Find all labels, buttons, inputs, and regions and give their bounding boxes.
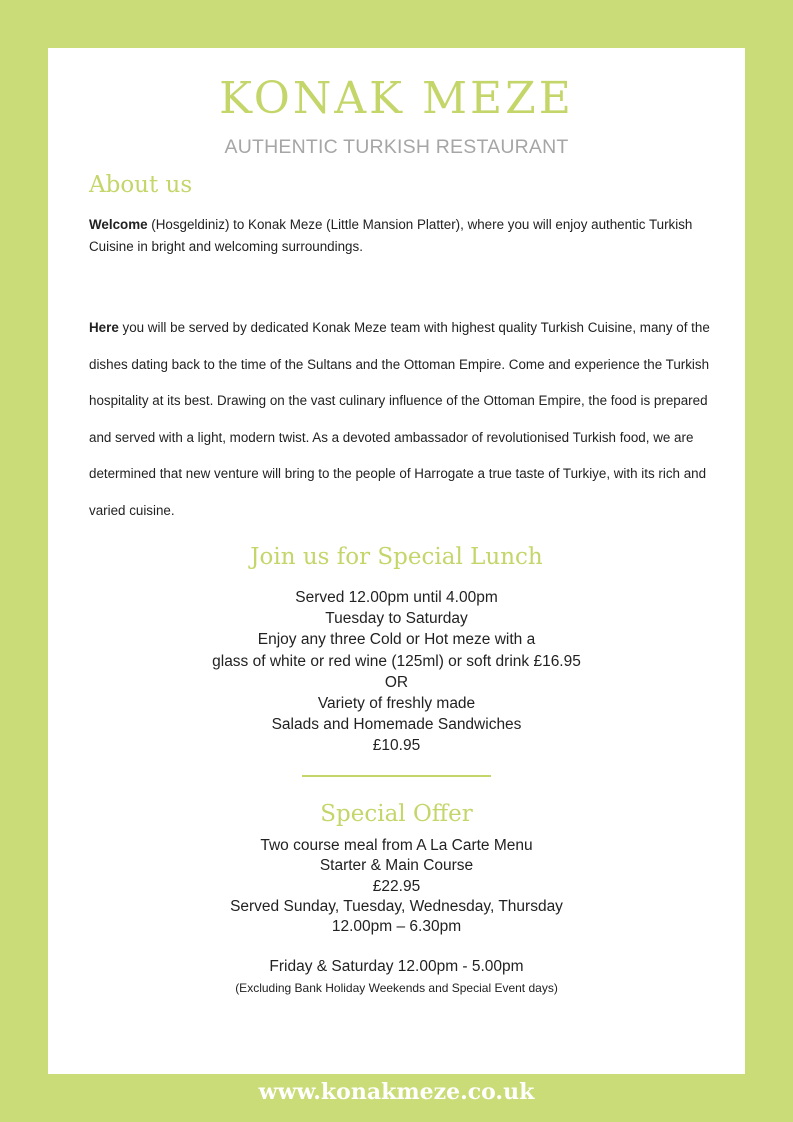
lunch-line: Enjoy any three Cold or Hot meze with a <box>257 631 536 649</box>
lunch-line: OR <box>384 673 409 691</box>
offer-line: Starter & Main Course <box>319 857 474 875</box>
offer-heading: Special Offer <box>320 801 473 827</box>
lunch-line: glass of white or red wine (125ml) or soft drink £16.95 <box>212 652 581 670</box>
lunch-line: Tuesday to Saturday <box>325 610 468 628</box>
lunch-line: £10.95 <box>372 737 421 755</box>
lunch-line: Served 12.00pm until 4.00pm <box>295 589 498 606</box>
lunch-line: Salads and Homemade Sandwiches <box>271 716 522 734</box>
offer-details <box>0 836 793 937</box>
offer-line: Two course meal from A La Carte Menu <box>260 837 533 854</box>
welcome-paragraph <box>89 214 709 258</box>
offer-line: £22.95 <box>372 877 421 895</box>
welcome-lead: Welcome <box>89 217 148 232</box>
friday-saturday-hours: Friday & Saturday 12.00pm - 5.00pm <box>269 958 524 975</box>
brand-logo-text: KONAK MEZE <box>219 73 574 124</box>
offer-line: Served Sunday, Tuesday, Wednesday, Thursday <box>230 897 563 915</box>
offer-line: 12.00pm – 6.30pm <box>331 918 462 936</box>
welcome-text: (Hosgeldiniz) to Konak Meze (Little Mansion Platter), where you will enjoy authentic Turkish Cuisine in bright and welcoming surroundings. <box>89 217 693 254</box>
section-divider <box>302 775 491 777</box>
lunch-details <box>0 587 793 757</box>
tagline: AUTHENTIC TURKISH RESTAURANT <box>224 136 569 158</box>
website-link[interactable]: www.konakmeze.co.uk <box>258 1079 535 1105</box>
here-text: you will be served by dedicated Konak Meze team with highest quality Turkish Cuisine, many of the dishes dating back to the time of the Sultans and the Ottoman Empire. Come and experience the Turkish hospitality at its best. Drawing on the vast culinary influence of the Ottoman Empire, the food is prepared and served with a light, modern twist. As a devoted ambassador of revolutionised Turkish food, we are determined that new venture will bring to the people of Harrogate a true taste of Turkiye, with its rich and varied cuisine. <box>89 320 710 518</box>
about-heading: About us <box>89 172 193 198</box>
here-lead: Here <box>89 320 119 335</box>
lunch-line: Variety of freshly made <box>317 695 476 713</box>
here-paragraph <box>89 310 714 529</box>
lunch-heading: Join us for Special Lunch <box>250 544 543 570</box>
exclusion-note: (Excluding Bank Holiday Weekends and Special Event days) <box>235 981 558 995</box>
